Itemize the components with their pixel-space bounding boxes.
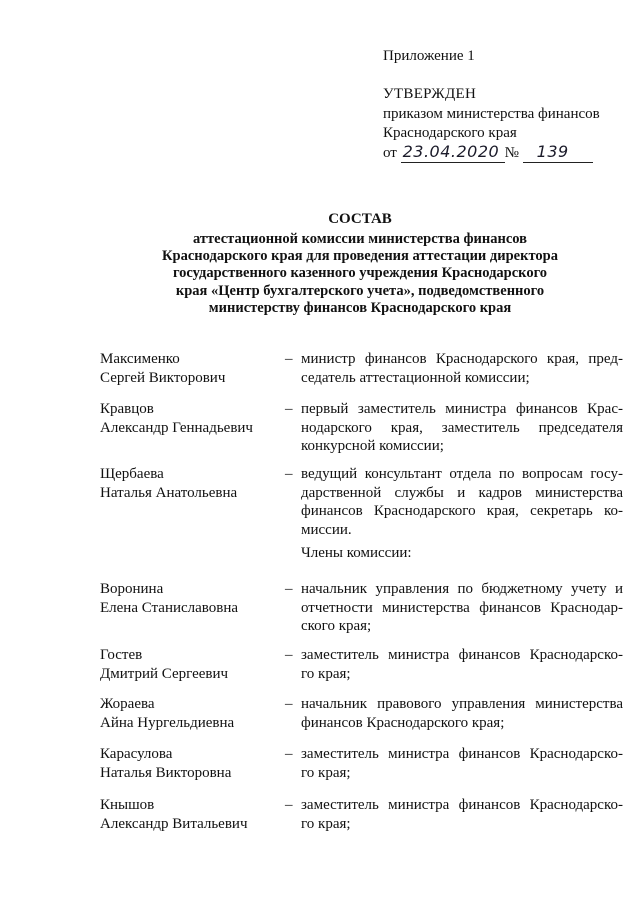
number-prefix: № bbox=[504, 144, 519, 161]
role-line: миссии. bbox=[301, 521, 352, 538]
dash: – bbox=[285, 696, 293, 712]
subtitle-line: Краснодарского края для проведения аттестации директора bbox=[162, 248, 558, 265]
member-given-name: Наталья Викторовна bbox=[100, 764, 232, 781]
handwritten-date: 23.04.2020 bbox=[402, 141, 500, 161]
appendix-label: Приложение 1 bbox=[383, 48, 475, 64]
approved-label: УТВЕРЖДЕН bbox=[383, 86, 477, 102]
role-line: заместитель министра финансов Краснодарско- bbox=[301, 797, 623, 813]
role-line: заместитель министра финансов Краснодарско- bbox=[301, 746, 623, 762]
dash: – bbox=[285, 351, 293, 367]
member-given-name: Сергей Викторович bbox=[100, 369, 226, 386]
member-name bbox=[100, 465, 280, 502]
subtitle-line: министерству финансов Краснодарского края bbox=[208, 299, 512, 316]
handwritten-number: 139 bbox=[536, 141, 569, 161]
member-given-name: Наталья Анатольевна bbox=[100, 484, 238, 501]
member-name bbox=[100, 580, 280, 617]
dash: – bbox=[285, 466, 293, 482]
member-given-name: Дмитрий Сергеевич bbox=[100, 665, 229, 682]
member-name bbox=[100, 796, 280, 833]
role-line: го края; bbox=[301, 665, 351, 682]
member-surname: Карасулова bbox=[100, 746, 173, 762]
document-subtitle bbox=[100, 231, 620, 317]
role-line: седатель аттестационной комиссии; bbox=[301, 369, 530, 386]
subtitle-line: аттестационной комиссии министерства финансов bbox=[193, 231, 527, 247]
role-line: финансов Краснодарского края, секретарь ко- bbox=[301, 503, 623, 519]
role-line: финансов Краснодарского края; bbox=[301, 714, 505, 731]
role-line: заместитель министра финансов Краснодарско- bbox=[301, 647, 623, 663]
member-role bbox=[301, 580, 623, 636]
role-line: конкурсной комиссии; bbox=[301, 438, 444, 454]
member-name bbox=[100, 400, 280, 437]
role-line: ведущий консультант отдела по вопросам госу- bbox=[301, 466, 623, 482]
number-field bbox=[523, 141, 593, 163]
role-line: го края; bbox=[301, 764, 351, 781]
date-field bbox=[401, 141, 505, 163]
member-role bbox=[301, 745, 623, 782]
member-given-name: Елена Станиславовна bbox=[100, 599, 239, 616]
member-surname: Воронина bbox=[100, 581, 164, 597]
role-line: начальник правового управления министерства bbox=[301, 696, 623, 712]
dash: – bbox=[285, 401, 293, 417]
role-line: нодарского края, заместитель председателя bbox=[301, 419, 623, 436]
member-role bbox=[301, 350, 623, 387]
member-given-name: Айна Нургельдиевна bbox=[100, 714, 235, 731]
dash: – bbox=[285, 797, 293, 813]
member-name bbox=[100, 695, 280, 732]
member-surname: Максименко bbox=[100, 351, 180, 367]
order-date-row bbox=[383, 141, 600, 164]
member-surname: Кнышов bbox=[100, 797, 155, 813]
role-line: министр финансов Краснодарского края, пред- bbox=[301, 351, 623, 367]
member-role bbox=[301, 695, 623, 732]
order-line-1: приказом министерства финансов bbox=[383, 105, 600, 122]
date-prefix: от bbox=[383, 144, 397, 161]
member-surname: Кравцов bbox=[100, 401, 154, 417]
member-name bbox=[100, 646, 280, 683]
member-role bbox=[301, 465, 623, 539]
member-name bbox=[100, 350, 280, 387]
dash: – bbox=[285, 647, 293, 663]
member-name bbox=[100, 745, 280, 782]
member-role bbox=[301, 796, 623, 833]
role-line: го края; bbox=[301, 815, 351, 832]
member-role bbox=[301, 400, 623, 456]
member-given-name: Александр Витальевич bbox=[100, 815, 248, 832]
subtitle-line: края «Центр бухгалтерского учета», подведомственного bbox=[175, 282, 545, 299]
dash: – bbox=[285, 581, 293, 597]
role-line: дарственной службы и кадров министерства bbox=[301, 484, 623, 501]
approval-stamp bbox=[383, 85, 600, 163]
role-line: начальник управления по бюджетному учету и bbox=[301, 581, 623, 597]
role-line: первый заместитель министра финансов Крас- bbox=[301, 401, 623, 417]
member-surname: Гостев bbox=[100, 647, 143, 663]
order-line-2: Краснодарского края bbox=[383, 125, 517, 141]
subtitle-line: государственного казенного учреждения Краснодарского bbox=[172, 265, 548, 282]
member-role bbox=[301, 646, 623, 683]
member-given-name: Александр Геннадьевич bbox=[100, 419, 253, 436]
member-surname: Щербаева bbox=[100, 466, 164, 482]
role-line: ского края; bbox=[301, 618, 372, 634]
members-heading: Члены комиссии: bbox=[301, 545, 412, 561]
dash: – bbox=[285, 746, 293, 762]
role-line: отчетности министерства финансов Краснодар- bbox=[301, 599, 623, 616]
member-surname: Жораева bbox=[100, 696, 155, 712]
document-title: СОСТАВ bbox=[328, 211, 392, 227]
